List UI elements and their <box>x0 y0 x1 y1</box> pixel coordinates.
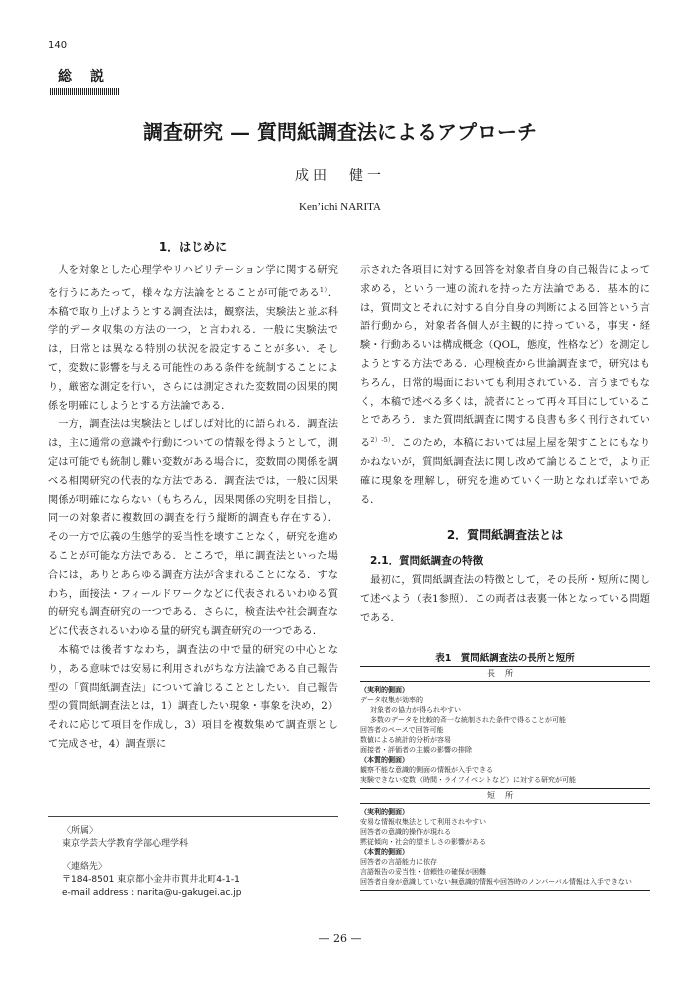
table-item: 回答者の言語能力に依存 <box>360 858 437 866</box>
table-item: 実験できない変数（時間・ライフイベントなど）に対する研究が可能 <box>360 776 576 784</box>
right-column-2 <box>360 572 650 628</box>
table-item: 言語報告の妥当性・信頼性の確保が困難 <box>360 868 486 876</box>
table-header-pros: 長所 <box>360 666 650 682</box>
section-heading-2: 2．質問紙調査法とは <box>446 528 564 542</box>
author-name: 成田 健一 <box>295 168 385 184</box>
table-item: 多数のデータを比較的斉一な統制された条件で得ることが可能 <box>370 716 566 724</box>
paragraph: 人を対象とした心理学やリハビリテーション学に関する研究を行うにあたって，様々な方法論をとることが可能である$^{1)}$．本稿で取り上げようとする調査法は，観察法，実験法と並ぶ科学的データ収集の方法の一つ，と言われる．一般に実験法では，日常とは異なる特別の状況を設定することが多い．そして，変数に影響を与える可能性のある条件を統制することにより，厳密な測定を行い，さらには測定された変数間の因果的関係を明確にしようとする方法論である． <box>48 265 339 412</box>
table-item: 回答者自身が意識していない無意識的情報や回答時のノンバーバル情報は入手できない <box>360 878 632 886</box>
article-title: 調査研究 — 質問紙調査法によるアプローチ <box>143 120 537 144</box>
contact-address: 〒184-8501 東京都小金井市貫井北町4-1-1 <box>62 875 240 885</box>
paragraph: 最初に，質問紙調査法の特徴として，その長所・短所に関して述べよう（表1参照）．この両者は表裏一体となっている問題である． <box>360 575 650 624</box>
table-category: （実利的側面） <box>360 686 409 694</box>
author-name-en: Ken’ichi NARITA <box>299 201 381 213</box>
page-number: 140 <box>48 40 68 51</box>
table-category: （実利的側面） <box>360 808 409 816</box>
section-label: 総説 <box>58 69 122 85</box>
pros-list <box>360 682 650 788</box>
table-item: 対象者の協力が得られやすい <box>370 706 461 714</box>
table-category: （本質的側面） <box>360 848 409 856</box>
affiliation-label: 〈所属〉 <box>62 826 99 836</box>
table-item: データ収集が効率的 <box>360 696 423 704</box>
cons-list <box>360 804 650 891</box>
table-item: 面接者・評価者の主観の影響の排除 <box>360 746 472 754</box>
table-item: 回答者の意識的操作が現れる <box>360 828 451 836</box>
citation[interactable]: 1） <box>319 285 328 294</box>
section-heading-1: 1．はじめに <box>158 240 228 254</box>
pros-cons-table <box>360 666 650 891</box>
affiliation-box <box>48 816 338 900</box>
section-decor-bar <box>50 88 120 95</box>
left-column <box>48 262 338 755</box>
table-item: 回答者のペースで回答可能 <box>360 726 444 734</box>
paragraph: 本稿では後者すなわち，調査法の中で量的研究の中心となり，ある意味では安易に利用されがちな方法論である自己報告型の「質問紙調査法」について論じることとしたい．自己報告型の質問紙調査法とは，1）調査したい現象・事象を決め，2）それに応じて項目を作成し，3）項目を複数集めて調査票として完成させ，4）調査票に <box>48 644 338 750</box>
right-column <box>360 262 650 510</box>
contact-email[interactable]: e-mail address : narita@u-gakugei.ac.jp <box>62 888 242 898</box>
contact-label: 〈連絡先〉 <box>62 862 108 872</box>
page-footer-number: — 26 — <box>318 932 362 945</box>
table-title: 表1 質問紙調査法の長所と短所 <box>435 653 575 664</box>
table-item: 黙従傾向・社会的望ましさの影響がある <box>360 838 486 846</box>
table-item: 観察不能な意識的側面の情報が入手できる <box>360 766 493 774</box>
paragraph: 一方，調査法は実験法としばしば対比的に語られる．調査法は，主に通常の意識や行動についての情報を得ようとして，測定は可能でも統制し難い変数がある場合に，変数間の関係を調べる相関研究の代表的な方法である．調査法では，一般に因果関係が明確にならない（もちろん，因果関係の究明を目指し，同一の対象者に複数回の調査を行う縦断的調査も存在する）．その一方で広義の生態学的妥当性を壊すことなく，研究を進めることが可能な方法である．ところで，単に調査法といった場合には，ありとあらゆる調査方法が含まれることになる．すなわち，面接法・フィールドワークなどに代表されるいわゆる質的研究も調査研究の一つである．さらに，検査法や社会調査などに代表されるいわゆる量的研究も調査研究の一つである． <box>48 419 338 638</box>
citation[interactable]: 2）-5） <box>370 436 392 445</box>
table-item: 安易な情報収集法として利用されやすい <box>360 818 486 826</box>
affiliation-value: 東京学芸大学教育学部心理学科 <box>62 839 189 849</box>
paragraph: 示された各項目に対する回答を対象者自身の自己報告によって求める，という一連の流れを持った方法論である．基本的には，質問文とそれに対する自分自身の判断による回答という言語行動から，対象者各個人が主観的に持っている，事実・経験・行動あるいは構成概念（QOL，態度，性格など）を測定しようとする方法である．心理検査から世論調査まで，研究はもちろん，日常的場面においても利用されている．言うまでもなく，本稿で述べる多くは，読者にとって再々耳目にしていることであろう．また質問紙調査に関する良書も多く刊行されている$^{2)-5)}$．このため，本稿においては屋上屋を架すことにもなりかねないが，質問紙調査法に関し改めて論じることで，より正確に現象を理解し，研究を進めていく一助となれば幸いである． <box>360 265 651 506</box>
table-header-cons: 短所 <box>360 788 650 804</box>
subsection-heading-2-1: 2.1．質問紙調査の特徴 <box>370 555 484 567</box>
table-item: 数値による統計的分析が容易 <box>360 736 451 744</box>
table-category: （本質的側面） <box>360 756 409 764</box>
